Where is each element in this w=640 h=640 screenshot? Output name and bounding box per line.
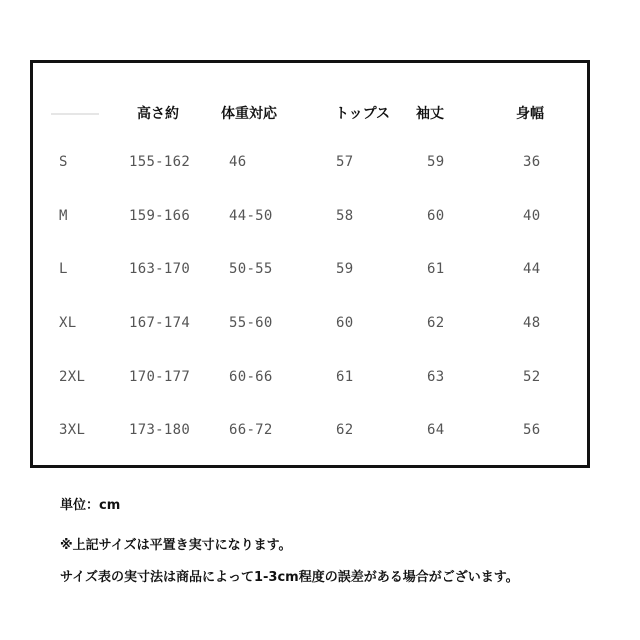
unit-note: 単位：cm: [60, 498, 121, 513]
size-label: 3XL: [59, 422, 86, 438]
size-label: XL: [59, 315, 77, 331]
header-width: 身幅: [516, 106, 544, 122]
width-value: 56: [523, 422, 541, 438]
tops-value: 57: [336, 154, 354, 170]
width-value: 52: [523, 369, 541, 385]
weight-value: 50-55: [229, 261, 273, 277]
header-height: 高さ約: [137, 106, 179, 122]
header-sleeve: 袖丈: [416, 106, 444, 122]
size-table: [30, 60, 590, 468]
tops-value: 62: [336, 422, 354, 438]
weight-value: 55-60: [229, 315, 273, 331]
size-label: L: [59, 261, 68, 277]
size-label: 2XL: [59, 369, 86, 385]
tolerance-note: サイズ表の実寸法は商品によって1-3cm程度の誤差がある場合がございます。: [60, 570, 519, 585]
height-value: 167-174: [129, 315, 191, 331]
height-value: 163-170: [129, 261, 191, 277]
sleeve-value: 60: [427, 208, 445, 224]
tops-value: 60: [336, 315, 354, 331]
width-value: 40: [523, 208, 541, 224]
weight-value: 44-50: [229, 208, 273, 224]
tops-value: 59: [336, 261, 354, 277]
width-value: 48: [523, 315, 541, 331]
decorative-mark: [51, 113, 99, 115]
header-tops: トップス: [335, 106, 391, 122]
height-value: 159-166: [129, 208, 191, 224]
tops-value: 58: [336, 208, 354, 224]
weight-value: 46: [229, 154, 247, 170]
header-weight: 体重対応: [221, 106, 277, 122]
height-value: 173-180: [129, 422, 191, 438]
sleeve-value: 63: [427, 369, 445, 385]
height-value: 155-162: [129, 154, 191, 170]
size-label: S: [59, 154, 68, 170]
tops-value: 61: [336, 369, 354, 385]
width-value: 36: [523, 154, 541, 170]
sleeve-value: 62: [427, 315, 445, 331]
weight-value: 60-66: [229, 369, 273, 385]
height-value: 170-177: [129, 369, 191, 385]
flat-measure-note: ※上記サイズは平置き実寸になります。: [60, 538, 292, 553]
sleeve-value: 61: [427, 261, 445, 277]
width-value: 44: [523, 261, 541, 277]
size-label: M: [59, 208, 68, 224]
sleeve-value: 64: [427, 422, 445, 438]
sleeve-value: 59: [427, 154, 445, 170]
weight-value: 66-72: [229, 422, 273, 438]
